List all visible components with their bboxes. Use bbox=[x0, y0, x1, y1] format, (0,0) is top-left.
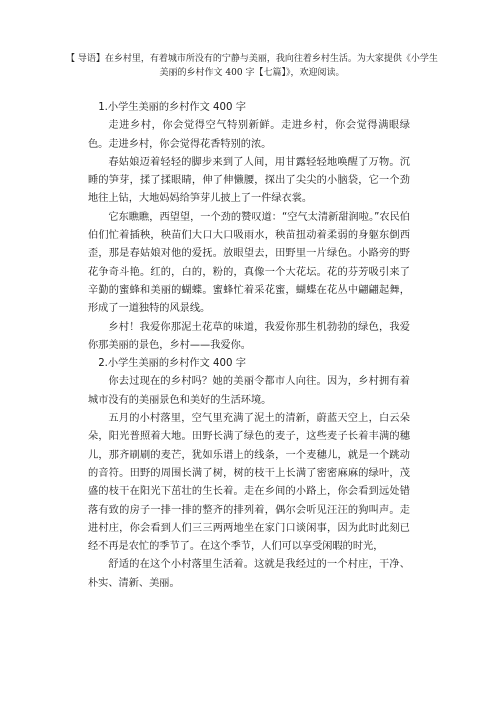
body-paragraph: 它东瞧瞧，西望望，一个劲的赞叹道：“空气太清新甜润啦。”农民伯伯们忙着插秧，秧苗们大口大口吸雨水，秧苗扭动着柔弱的身躯东倒西歪，那是春姑娘对他的爱抚。放眼望去，田野里一片绿色。小路旁的野花争奇斗艳。红的，白的，粉的，真像一个大花坛。花的芬芳吸引来了辛勤的蜜蜂和美丽的蝴蝶。蜜蜂忙着采花蜜，蝴蝶在花丛中翩翩起舞，形成了一道独特的风景线。 bbox=[88, 211, 410, 315]
guide-intro: 【 导语】在乡村里，有着城市所没有的宁静与美丽，我向往着乡村生活。为大家提供《小学生美丽的乡村作文 400 字【七篇】》，欢迎阅读。 bbox=[66, 54, 438, 78]
article-content bbox=[88, 99, 410, 593]
body-paragraph: 五月的小村落里，空气里充满了泥土的清新，蔚蓝天空上，白云朵朵，阳光普照着大地。田野长满了绿色的麦子，这些麦子长着丰满的穗儿，那齐刷刷的麦芒，犹如乐谱上的线条，一个麦穗儿，就是一个跳动的音符。田野的周围长满了树，树的枝干上长满了密密麻麻的绿叶，茂盛的枝干在阳光下茁壮的生长着。走在乡间的小路上，你会看到远处错落有致的房子一排一排的整齐的排列着，偶尔会听见汪汪的狗叫声。走进村庄，你会看到人们三三两两地坐在家门口谈闲事，因为此时此刻已经不再是农忙的季节了。在这个季节，人们可以享受闲暇的时光， bbox=[88, 413, 410, 553]
body-paragraph: 你去过现在的乡村吗？她的美丽令都市人向往。因为，乡村拥有着城市没有的美丽景色和美好的生活环境。 bbox=[88, 376, 410, 406]
body-paragraph: 乡村！我爱你那泥土花草的味道，我爱你那生机勃勃的绿色，我爱你那美丽的景色，乡村——我爱你。 bbox=[88, 321, 410, 351]
body-paragraph: 舒适的在这个小村落里生活着。这就是我经过的一个村庄，干净、朴实、清新、美丽。 bbox=[88, 559, 410, 589]
essay-heading-1: 1.小学生美丽的乡村作文 400 字 bbox=[98, 102, 246, 113]
body-paragraph: 春姑娘迈着轻轻的脚步来到了人间，用甘露轻轻地唤醒了万物。沉睡的笋芽，揉了揉眼睛，伸了伸懒腰，探出了尖尖的小脑袋，它一个劲地往上钻，大地妈妈给笋芽儿披上了一件绿衣裳。 bbox=[88, 156, 410, 205]
body-paragraph: 走进乡村，你会觉得空气特别新鲜。走进乡村，你会觉得满眼绿色。走进乡村，你会觉得花香特别的浓。 bbox=[88, 120, 410, 150]
essay-heading-2: 2.小学生美丽的乡村作文 400 字 bbox=[98, 358, 246, 370]
